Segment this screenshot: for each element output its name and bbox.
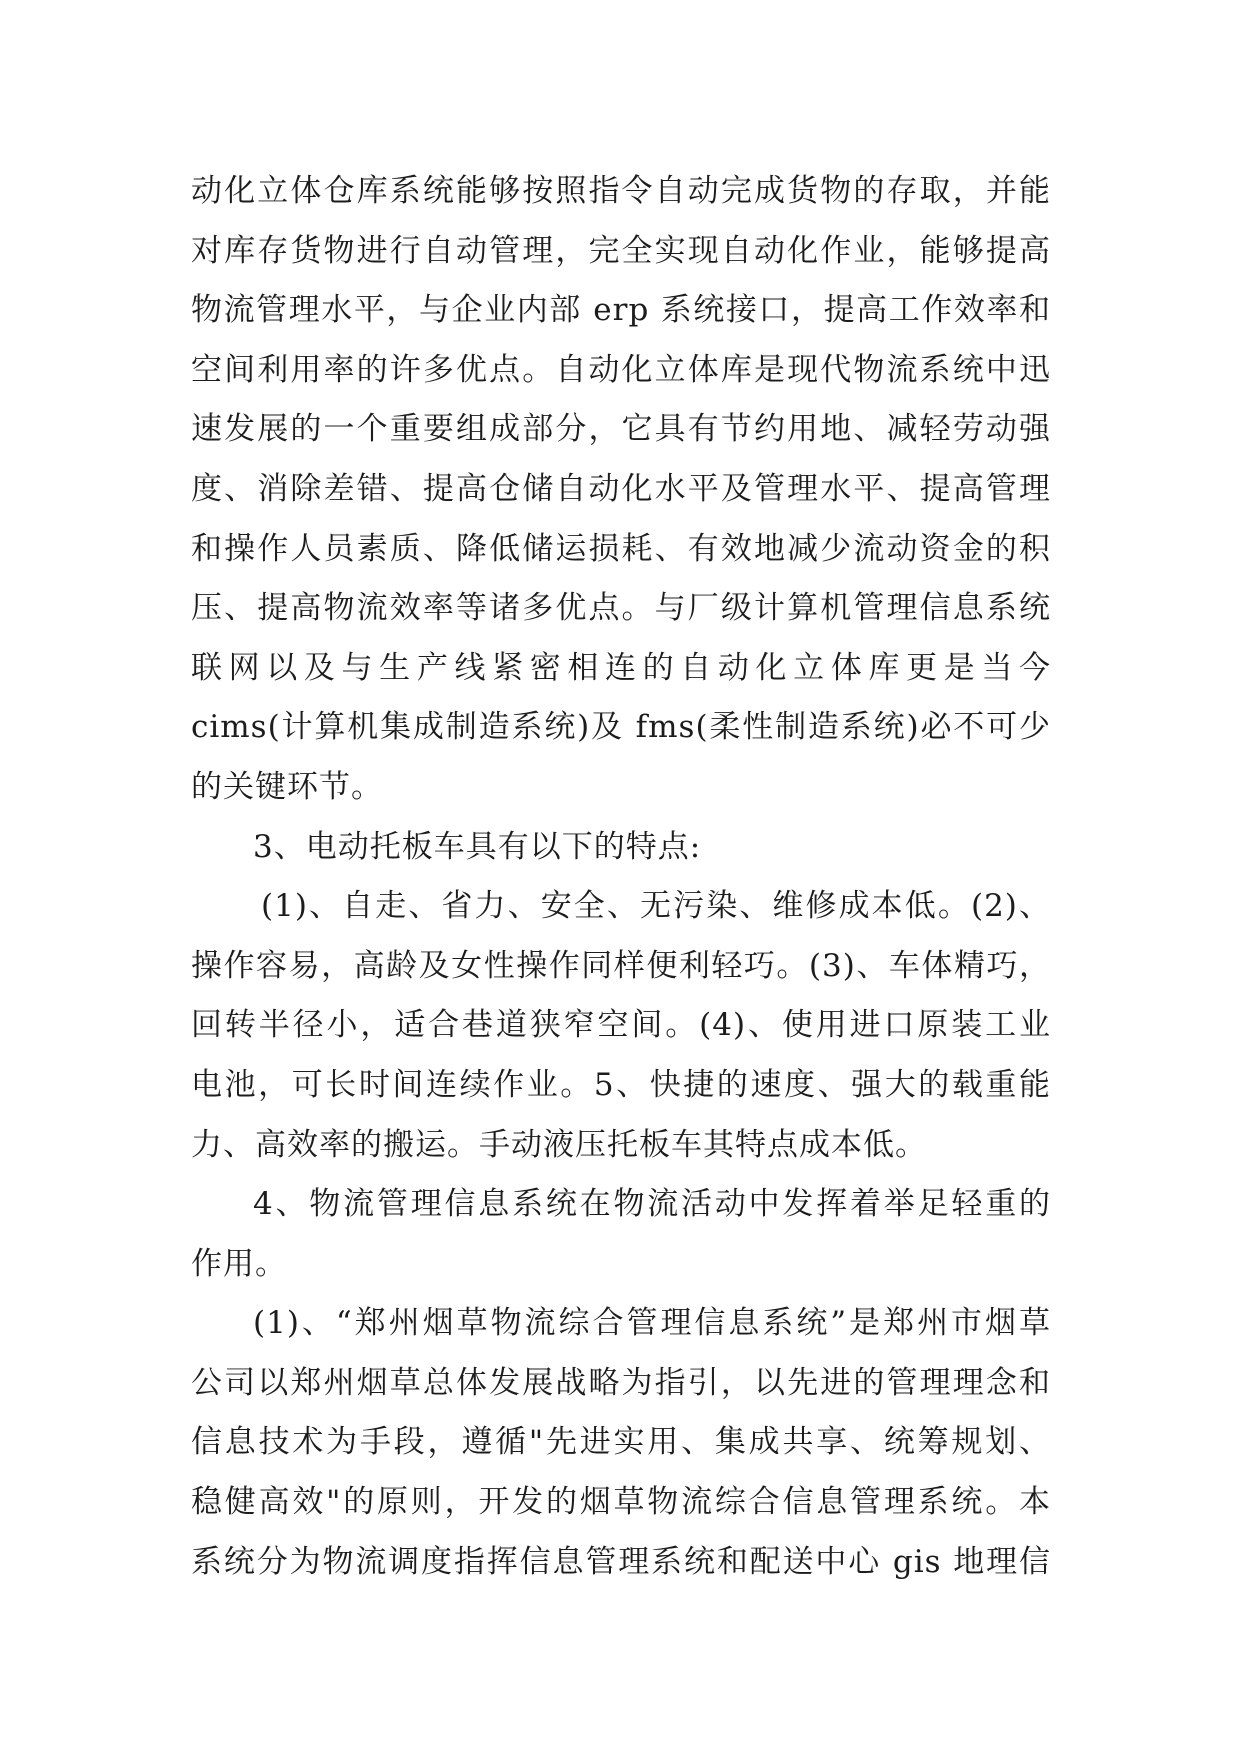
text-line: 回转半径小，适合巷道狭窄空间。(4)、使用进口原装工业: [191, 1007, 1051, 1044]
text-line: 动化立体仓库系统能够按照指令自动完成货物的存取，并能: [191, 173, 1051, 209]
text-line: 公司以郑州烟草总体发展战略为指引，以先进的管理理念和: [191, 1364, 1051, 1401]
section-heading: 4、物流管理信息系统在物流活动中发挥着举足轻重的: [253, 1186, 1051, 1223]
body-text: [191, 162, 1051, 1592]
text-line: 压、提高物流效率等诸多优点。与厂级计算机管理信息系统: [191, 590, 1051, 627]
section-heading: 3、电动托板车具有以下的特点:: [253, 828, 702, 865]
text-line: 作用。: [191, 1245, 287, 1282]
text-line: 和操作人员素质、降低储运损耗、有效地减少流动资金的积: [191, 530, 1051, 567]
text-line: 稳健高效"的原则，开发的烟草物流综合信息管理系统。本: [191, 1484, 1051, 1521]
text-line: (1)、“郑州烟草物流综合管理信息系统”是郑州市烟草: [253, 1305, 1051, 1342]
text-line: 的关键环节。: [191, 768, 383, 805]
text-line: 速发展的一个重要组成部分，它具有节约用地、减轻劳动强: [191, 411, 1051, 448]
text-line: 信息技术为手段，遵循"先进实用、集成共享、统筹规划、: [191, 1424, 1051, 1461]
text-line: 系统分为物流调度指挥信息管理系统和配送中心 gis 地理信: [191, 1543, 1051, 1580]
text-line: 力、高效率的搬运。手动液压托板车其特点成本低。: [191, 1126, 927, 1163]
text-line: 操作容易，高龄及女性操作同样便利轻巧。(3)、车体精巧，: [191, 947, 1051, 984]
text-line: 联网以及与生产线紧密相连的自动化立体库更是当今: [191, 649, 1051, 686]
text-line: 电池，可长时间连续作业。5、快捷的速度、强大的载重能: [191, 1066, 1051, 1103]
text-line: (1)、自走、省力、安全、无污染、维修成本低。(2)、: [261, 888, 1051, 925]
text-line: cims(计算机集成制造系统)及 fms(柔性制造系统)必不可少: [191, 709, 1051, 746]
text-line: 物流管理水平，与企业内部 erp 系统接口，提高工作效率和: [191, 292, 1051, 329]
text-line: 度、消除差错、提高仓储自动化水平及管理水平、提高管理: [191, 470, 1051, 507]
text-line: 空间利用率的许多优点。自动化立体库是现代物流系统中迅: [191, 351, 1051, 388]
text-line: 对库存货物进行自动管理，完全实现自动化作业，能够提高: [191, 232, 1051, 269]
